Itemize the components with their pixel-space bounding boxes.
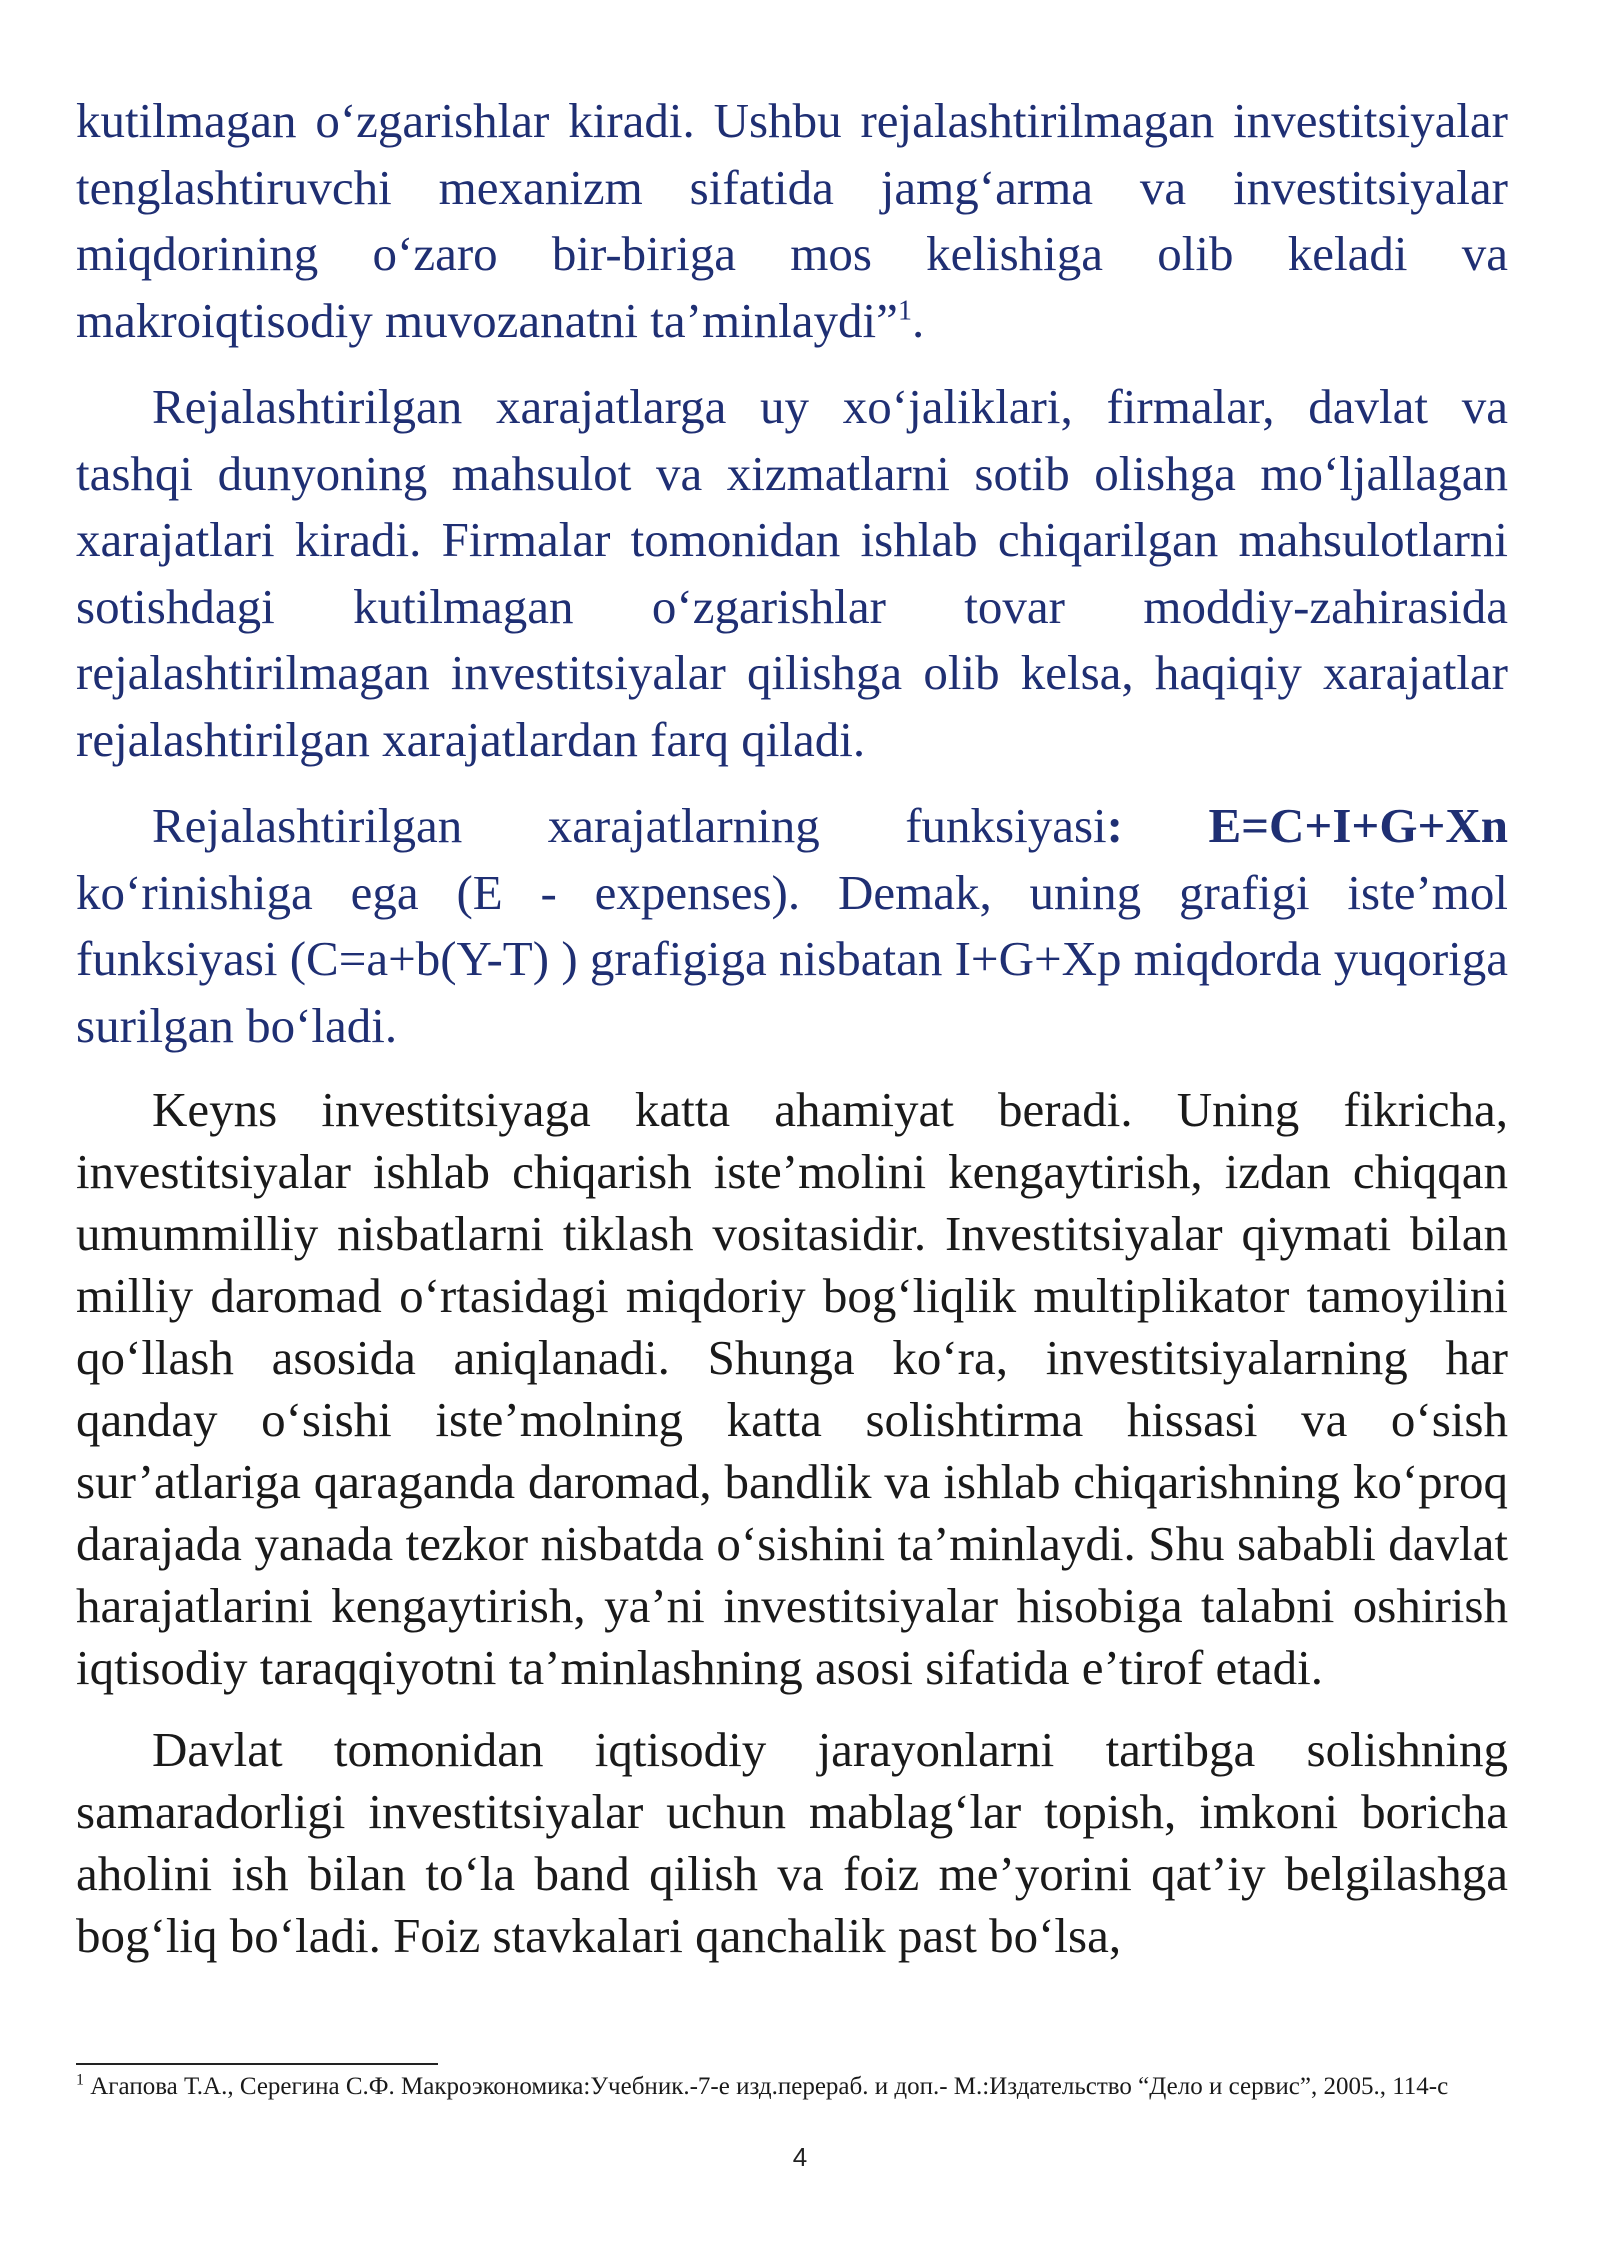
paragraph-1-end: . xyxy=(911,292,925,348)
page-body xyxy=(76,88,1508,1967)
page-number: 4 xyxy=(792,2142,808,2172)
paragraph-2 xyxy=(76,374,1508,773)
footnote-reference: 1 xyxy=(897,295,912,327)
paragraph-3-text-after: ko‘rinishiga ega (E - expenses). Demak, uning grafigi iste’mol funksiyasi (C=a+b(Y-T) ) grafigiga nisbatan I+G+Xp miqdorda yuqoriga surilgan bo‘ladi. xyxy=(76,864,1508,1053)
paragraph-3-text-before: Rejalashtirilgan xarajatlarning funksiyasi xyxy=(152,798,1107,853)
footnote-text: Агапова Т.А., Серегина С.Ф. Макроэкономика:Учебник.-7-е изд.перераб. и доп.- М.:Издательство “Дело и сервис”, 2005., 114-с xyxy=(84,2073,1449,2100)
paragraph-3 xyxy=(76,793,1508,1059)
paragraph-5 xyxy=(76,1719,1508,1967)
paragraph-5-text: Davlat tomonidan iqtisodiy jarayonlarni tartibga solishning samaradorligi investitsiyalar uchun mablag‘lar topish, imkoni boricha aholini ish bilan to‘la band qilish va foiz me’yorini qat’iy belgilashga bog‘liq bo‘ladi. Foiz stavkalari qanchalik past bo‘lsa, xyxy=(76,1722,1508,1963)
expenses-formula: E=C+I+G+Xn xyxy=(1208,798,1509,853)
footnote xyxy=(76,2070,1516,2103)
paragraph-4-text: Keyns investitsiyaga katta ahamiyat beradi. Uning fikricha, investitsiyalar ishlab chiqarish iste’molini kengaytirish, izdan chiqqan umummilliy nisbatlarni tiklash vositasidir. Investitsiyalar qiymati bilan milliy daromad o‘rtasidagi miqdoriy bog‘liqlik multiplikator tamoyilini qo‘llash asosida aniqlanadi. Shunga ko‘ra, investitsiyalarning har qanday o‘sishi iste’molning katta solishtirma hissasi va o‘sish sur’atlariga qaraganda daromad, bandlik va ishlab chiqarishning ko‘proq darajada yanada tezkor nisbatda o‘sishini ta’minlaydi. Shu sababli davlat harajatlarini kengaytirish, ya’ni investitsiyalar hisobiga talabni oshirish iqtisodiy taraqqiyotni ta’minlashning asosi sifatida e’tirof etadi. xyxy=(76,1082,1508,1695)
footnote-separator xyxy=(76,2063,438,2065)
paragraph-1-text: kutilmagan o‘zgarishlar kiradi. Ushbu rejalashtirilmagan investitsiyalar tenglashtiruvchi mexanizm sifatida jamg‘arma va investitsiyalar miqdorining o‘zaro bir-biriga mos kelishiga olib keladi va makroiqtisodiy muvozanatni ta’minlaydi” xyxy=(76,93,1508,348)
paragraph-2-text: Rejalashtirilgan xarajatlarga uy xo‘jaliklari, firmalar, davlat va tashqi dunyoning mahsulot va xizmatlarni sotib olishga mo‘ljallagan xarajatlari kiradi. Firmalar tomonidan ishlab chiqarilgan mahsulotlarni sotishdagi kutilmagan o‘zgarishlar tovar moddiy-zahirasida rejalashtirilmagan investitsiyalar qilishga olib kelsa, haqiqiy xarajatlar rejalashtirilgan xarajatlardan farq qiladi. xyxy=(76,379,1508,767)
footnote-number: 1 xyxy=(76,2071,84,2089)
paragraph-4 xyxy=(76,1079,1508,1699)
paragraph-1 xyxy=(76,88,1508,354)
paragraph-3-colon: : xyxy=(1106,798,1123,853)
